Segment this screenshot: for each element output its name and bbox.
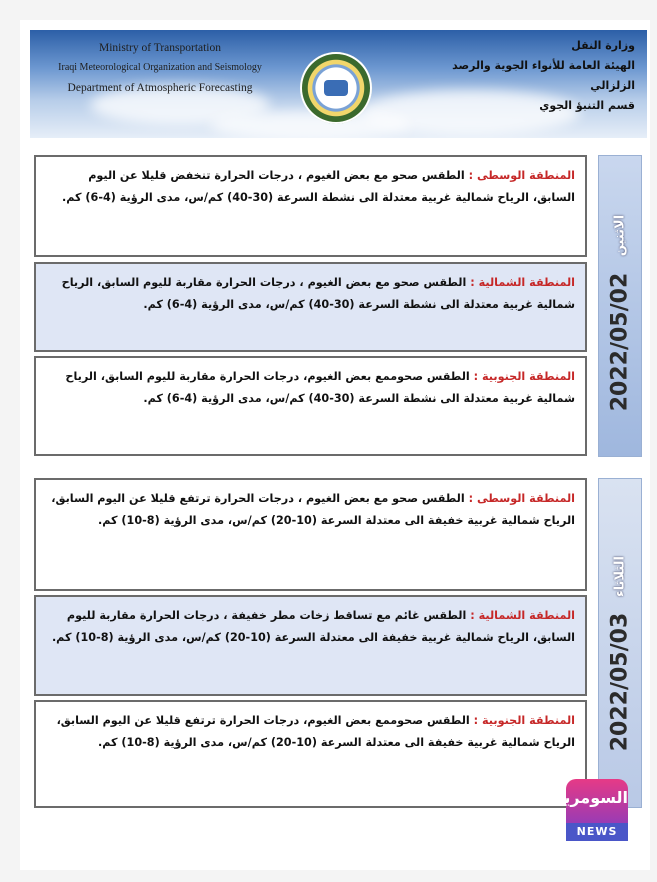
region-label: المنطقة الوسطى : <box>468 492 575 505</box>
date-panel-day1 <box>598 155 642 457</box>
forecast-box-south-day1 <box>34 356 587 456</box>
department-en: Department of Atmospheric Forecasting <box>67 82 253 94</box>
header-arabic <box>435 36 635 116</box>
forecast-box-north-day2 <box>34 595 587 696</box>
region-label: المنطقة الجنوبية : <box>473 714 575 727</box>
logo-news-text: NEWS <box>566 823 628 841</box>
region-label: المنطقة الشمالية : <box>470 276 575 289</box>
day-name: الاثنين <box>612 214 628 257</box>
region-label: المنطقة الشمالية : <box>470 609 575 622</box>
forecast-text: الطقس صحو مع بعض الغيوم ، درجات الحرارة مقاربة لليوم السابق، الرياح شمالية غربية معتدلة الى نشطة السرعة (30-40) كم/س، مدى الرؤية (4-6) كم. <box>61 276 575 311</box>
organization-en: Iraqi Meteorological Organization and Seismology <box>58 62 262 73</box>
forecast-text: الطقس غائم مع تساقط زخات مطر خفيفة ، درجات الحرارة مقاربة لليوم السابق، الرياح شمالية غربية خفيفة الى معتدلة السرعة (10-20) كم/س، مدى الرؤية (8-10) كم. <box>51 609 575 644</box>
department-ar: قسم التنبؤ الجوي <box>539 99 635 112</box>
organization-logo <box>300 52 372 124</box>
logo-emblem <box>324 80 348 96</box>
header-english <box>40 38 280 98</box>
forecast-text: الطقس صحوممع بعض الغيوم، درجات الحرارة ترتفع قليلا عن اليوم السابق، الرياح شمالية غربية خفيفة الى معتدلة السرعة (10-20) كم/س، مدى الرؤية (8-10) كم. <box>56 714 575 749</box>
ministry-ar: وزارة النقل <box>571 39 635 52</box>
forecast-box-north-day1 <box>34 262 587 352</box>
logo-arabic-text: السومرية <box>554 788 628 807</box>
region-label: المنطقة الجنوبية : <box>473 370 575 383</box>
forecast-box-central-day2 <box>34 478 587 591</box>
ministry-en: Ministry of Transportation <box>98 42 222 54</box>
region-label: المنطقة الوسطى : <box>468 169 575 182</box>
cloud-decoration <box>210 110 410 140</box>
forecast-box-south-day2 <box>34 700 587 808</box>
organization-ar: الهيئة العامة للأنواء الجوية والرصد الزلزالي <box>452 59 635 92</box>
date-panel-day2 <box>598 478 642 808</box>
forecast-text: الطقس صحوممع بعض الغيوم، درجات الحرارة مقاربة لليوم السابق، الرياح شمالية غربية معتدلة الى نشطة السرعة (30-40) كم/س، مدى الرؤية (4-6) كم. <box>65 370 575 405</box>
day-name: الثلاثاء <box>612 556 628 597</box>
date-label: 2022/05/02 <box>607 272 633 412</box>
alsumaria-news-logo <box>554 779 628 841</box>
forecast-text: الطقس صحو مع بعض الغيوم ، درجات الحرارة ترتفع قليلا عن اليوم السابق، الرياح شمالية غربية خفيفة الى معتدلة السرعة (10-20) كم/س، مدى الرؤية (8-10) كم. <box>51 492 575 527</box>
header-banner <box>30 30 647 138</box>
forecast-text: الطقس صحو مع بعض الغيوم ، درجات الحرارة تنخفض قليلا عن اليوم السابق، الرياح شمالية غربية معتدلة الى نشطة السرعة (30-40) كم/س، مدى الرؤية (4-6) كم. <box>61 169 575 204</box>
date-label: 2022/05/03 <box>607 613 633 752</box>
forecast-box-central-day1 <box>34 155 587 257</box>
